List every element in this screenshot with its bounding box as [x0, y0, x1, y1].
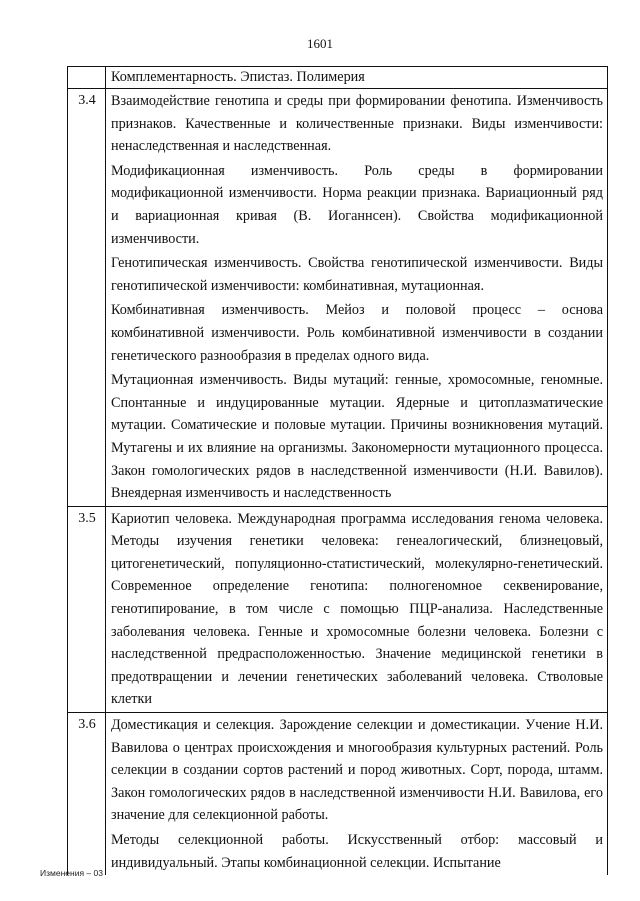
paragraph: Доместикация и селекция. Зарождение селекции и доместикации. Учение Н.И. Вавилова о центрах происхождения и многообразия культурных растений. Роль селекции в создании сортов растений и пород животных. Сорт, порода, штамм. Закон гомологических рядов в наследственной изменчивости Н.И. Вавилова, его значение для селекционной работы.: [111, 717, 603, 824]
table-row: [68, 67, 608, 89]
page-number: 1601: [307, 36, 333, 51]
paragraph: Комплементарность. Эпистаз. Полимерия: [111, 69, 365, 85]
footer-revision: Изменения – 03: [40, 868, 103, 878]
paragraph: Методы селекционной работы. Искусственный отбор: массовый и индивидуальный. Этапы комбинационной селекции. Испытание: [111, 832, 603, 871]
section-number: [68, 67, 106, 89]
section-text: [106, 67, 608, 89]
section-number: 3.4: [68, 89, 106, 507]
paragraph: Модификационная изменчивость. Роль среды в формировании модификационной изменчивости. Норма реакции признака. Вариационный ряд и вариационная кривая (В. Иоганнсен). Свойства модификационной изменчивости.: [111, 162, 603, 247]
paragraph: Кариотип человека. Международная программа исследования генома человека. Методы изучения генетики человека: генеалогический, близнецовый, цитогенетический, популяционно-статистический, молекулярно-генетический. Современное определение генотипа: полногеномное секвенирование, генотипирование, в том числе с помощью ПЦР-анализа. Наследственные заболевания человека. Генные и хромосомные болезни человека. Болезни с наследственной предрасположенностью. Значение медицинской генетики в предотвращении и лечении генетических заболеваний человека. Стволовые клетки: [111, 510, 603, 708]
table-row: [68, 89, 608, 507]
table-row: [68, 713, 608, 876]
section-number: 3.5: [68, 506, 106, 712]
table-row: [68, 506, 608, 712]
content-table: [67, 66, 608, 875]
section-text: [106, 89, 608, 507]
section-text: [106, 713, 608, 876]
paragraph: Мутационная изменчивость. Виды мутаций: генные, хромосомные, геномные. Спонтанные и индуцированные мутации. Ядерные и цитоплазматические мутации. Соматические и половые мутации. Причины возникновения мутаций. Мутагены и их влияние на организмы. Закономерности мутационного процесса. Закон гомологических рядов в наследственной изменчивости (Н.И. Вавилов). Внеядерная изменчивость и наследственность: [111, 372, 603, 502]
paragraph: Генотипическая изменчивость. Свойства генотипической изменчивости. Виды генотипической изменчивости: комбинативная, мутационная.: [111, 255, 603, 294]
section-text: [106, 506, 608, 712]
paragraph: Комбинативная изменчивость. Мейоз и половой процесс – основа комбинативной изменчивости. Роль комбинативной изменчивости в создании генетического разнообразия в пределах одного вида.: [111, 302, 603, 364]
section-number: 3.6: [68, 713, 106, 876]
paragraph: Взаимодействие генотипа и среды при формировании фенотипа. Изменчивость признаков. Качественные и количественные признаки. Виды изменчивости: ненаследственная и наследственная.: [111, 93, 603, 155]
